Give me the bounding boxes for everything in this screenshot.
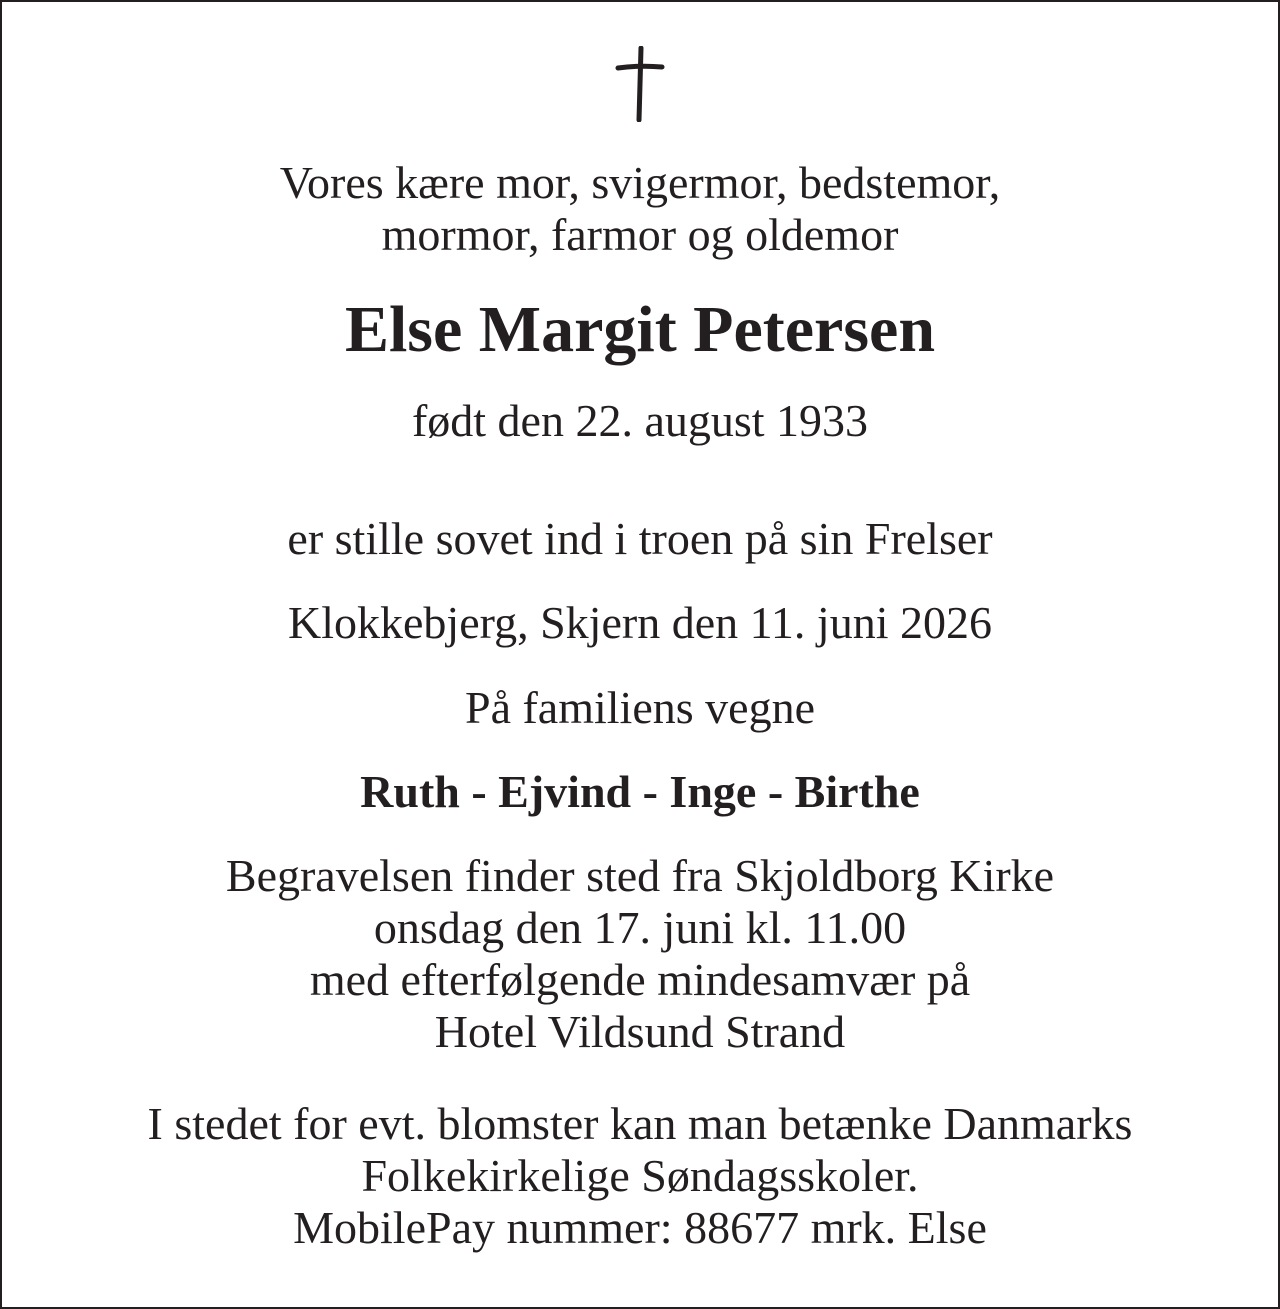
donation-line: MobilePay nummer: 88677 mrk. Else (293, 1202, 987, 1253)
donation-line: Folkekirkelige Søndagsskoler. (361, 1150, 919, 1201)
intro-text (2, 157, 1278, 261)
deceased-name: Else Margit Petersen (344, 293, 936, 366)
donation-note (2, 1098, 1278, 1254)
on-behalf-line: På familiens vegne (464, 682, 815, 733)
latin-cross-icon (615, 46, 665, 122)
intro-line: Vores kære mor, svigermor, bedstemor, (279, 157, 1001, 208)
funeral-line: Begravelsen finder sted fra Skjoldborg Kirke (225, 850, 1055, 901)
birth-date: født den 22. august 1933 (411, 395, 869, 446)
funeral-line: Hotel Vildsund Strand (434, 1006, 846, 1057)
donation-line: I stedet for evt. blomster kan man betænke Danmarks (147, 1098, 1133, 1149)
passing-statement: er stille sovet ind i troen på sin Frelser (287, 513, 993, 564)
place-and-date: Klokkebjerg, Skjern den 11. juni 2026 (288, 597, 992, 648)
funeral-line: onsdag den 17. juni kl. 11.00 (373, 902, 907, 953)
funeral-line: med efterfølgende mindesamvær på (309, 954, 971, 1005)
funeral-details (2, 850, 1278, 1058)
family-signers: Ruth - Ejvind - Inge - Birthe (360, 766, 920, 817)
intro-line: mormor, farmor og oldemor (381, 209, 899, 260)
